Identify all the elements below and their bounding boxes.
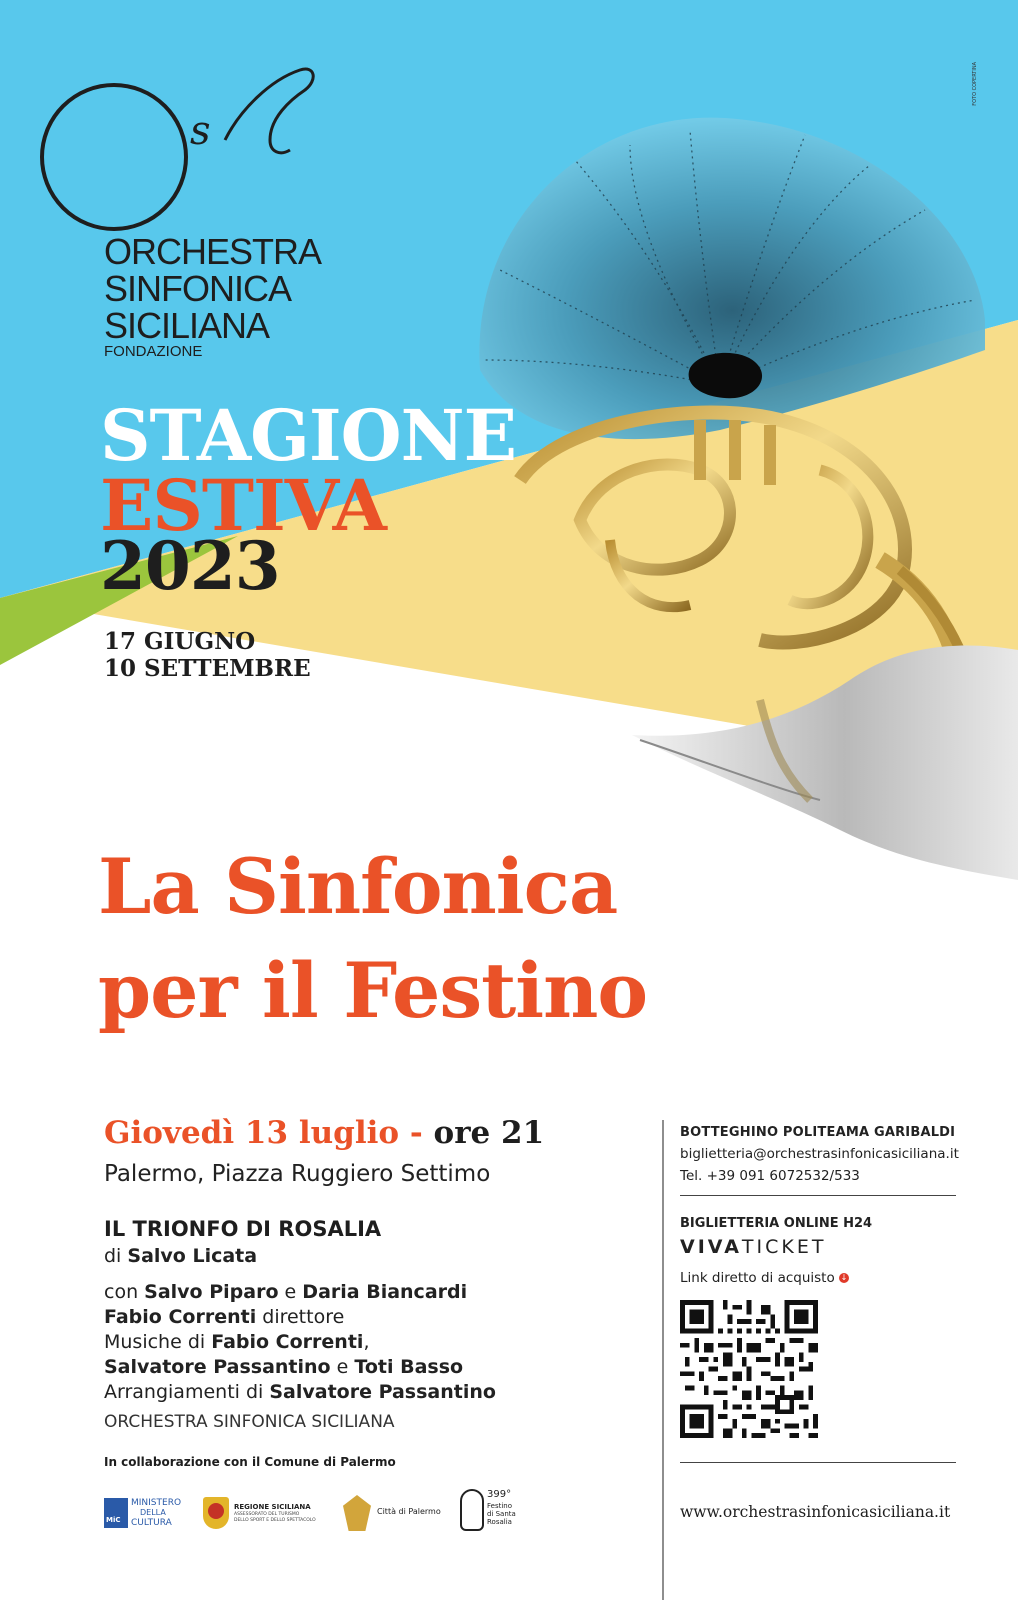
box-office-title: BOTTEGHINO POLITEAMA GARIBALDI (680, 1125, 956, 1140)
event-time: ore 21 (433, 1115, 545, 1151)
performer-1: Salvo Piparo (144, 1281, 279, 1303)
qr-code[interactable] (680, 1300, 818, 1438)
season-year: 2023 (100, 527, 280, 605)
online-ticketing-title: BIGLIETTERIA ONLINE H24 (680, 1216, 873, 1231)
ministero-l1: MINISTERO (131, 1498, 182, 1508)
direct-link-label: Link diretto di acquisto (680, 1270, 835, 1286)
ministero-logo (104, 1498, 188, 1530)
and-2: e (330, 1356, 355, 1378)
season-estiva: ESTIVA (100, 464, 386, 547)
festino-l2: di Santa (487, 1510, 516, 1518)
event-venue: Palermo, Piazza Ruggiero Settimo (104, 1161, 491, 1187)
ministero-l3: CULTURA (131, 1518, 172, 1528)
and-1: e (278, 1281, 303, 1303)
citta-palermo-logo (343, 1493, 443, 1533)
arrangements-line (104, 1381, 496, 1403)
regione-l3: DELLO SPORT E DELLO SPETTACOLO (234, 1518, 316, 1523)
logo-s-letter: s (190, 108, 211, 154)
direct-link-row[interactable] (680, 1270, 849, 1286)
vivaticket-light: TICKET (741, 1236, 827, 1258)
festino-number: 399° (487, 1489, 512, 1500)
ministero-l2: DELLA (140, 1508, 166, 1517)
composers-line (104, 1356, 463, 1378)
arrow-down-circle-icon: ↓ (840, 1273, 848, 1282)
music-by-label: Musiche di (104, 1331, 212, 1353)
author-name: Salvo Licata (127, 1245, 258, 1267)
logo-line-siciliana: SICILIANA (104, 305, 270, 346)
regione-shield-icon (203, 1497, 229, 1529)
regione-logo (203, 1497, 333, 1531)
conductor-name: Fabio Correnti (104, 1306, 257, 1328)
orchestra-name: ORCHESTRA SINFONICA SICILIANA (104, 1412, 395, 1432)
logo-line-orchestra: ORCHESTRA (104, 231, 322, 272)
performer-2: Daria Biancardi (302, 1281, 468, 1303)
regione-l2: ASSESSORATO DEL TURISMO (234, 1512, 300, 1517)
website-link[interactable]: www.orchestrasinfonicasiciliana.it (680, 1503, 951, 1521)
festino-l1: Festino (487, 1502, 513, 1510)
season-date-start: 17 GIUGNO (104, 628, 256, 655)
event-title-line1: La Sinfonica (98, 842, 618, 931)
conductor-role: direttore (256, 1306, 345, 1328)
conductor-line (104, 1306, 344, 1328)
event-datetime (104, 1114, 544, 1152)
citta-label: Città di Palermo (377, 1507, 441, 1516)
arrangements-label: Arrangiamenti di (104, 1381, 270, 1403)
box-office-phone[interactable]: Tel. +39 091 6072532/533 (680, 1168, 860, 1184)
event-separator: - (399, 1115, 434, 1151)
season-stagione: STAGIONE (100, 394, 516, 477)
box-office-email[interactable]: biglietteria@orchestrasinfonicasiciliana.it (680, 1146, 959, 1162)
arranger-name: Salvatore Passantino (269, 1381, 496, 1403)
event-date: Giovedì 13 luglio (104, 1115, 400, 1151)
photo-credit: FOTO COPERTINA (972, 62, 978, 106)
work-title: IL TRIONFO DI ROSALIA (104, 1217, 382, 1241)
con-label: con (104, 1281, 145, 1303)
comma: , (363, 1331, 370, 1353)
festino-l3: Rosalia (487, 1518, 512, 1526)
vivaticket-logo[interactable] (680, 1236, 826, 1258)
season-date-end: 10 SETTEMBRE (104, 655, 311, 682)
ticket-divider-2 (680, 1462, 956, 1463)
composer-1: Fabio Correnti (211, 1331, 364, 1353)
di-label: di (104, 1245, 128, 1267)
event-title-line2: per il Festino (98, 946, 648, 1035)
logo-line-sinfonica: SINFONICA (104, 268, 292, 309)
composer-3: Toti Basso (354, 1356, 464, 1378)
rosalia-face-icon (460, 1489, 484, 1531)
logo-line-fondazione: FONDAZIONE (104, 343, 203, 360)
work-author-line (104, 1245, 257, 1267)
mic-mark-text: MiC (106, 1516, 121, 1524)
regione-l1: REGIONE SICILIANA (234, 1503, 311, 1511)
vivaticket-bold: VIVA (680, 1236, 742, 1258)
performers-line (104, 1281, 467, 1303)
ticket-divider-1 (680, 1195, 956, 1196)
composer-2: Salvatore Passantino (104, 1356, 331, 1378)
festino-logo (460, 1487, 520, 1537)
eagle-crest-icon (343, 1495, 371, 1531)
music-by-line (104, 1331, 369, 1353)
collaboration-note: In collaborazione con il Comune di Palermo (104, 1455, 396, 1469)
